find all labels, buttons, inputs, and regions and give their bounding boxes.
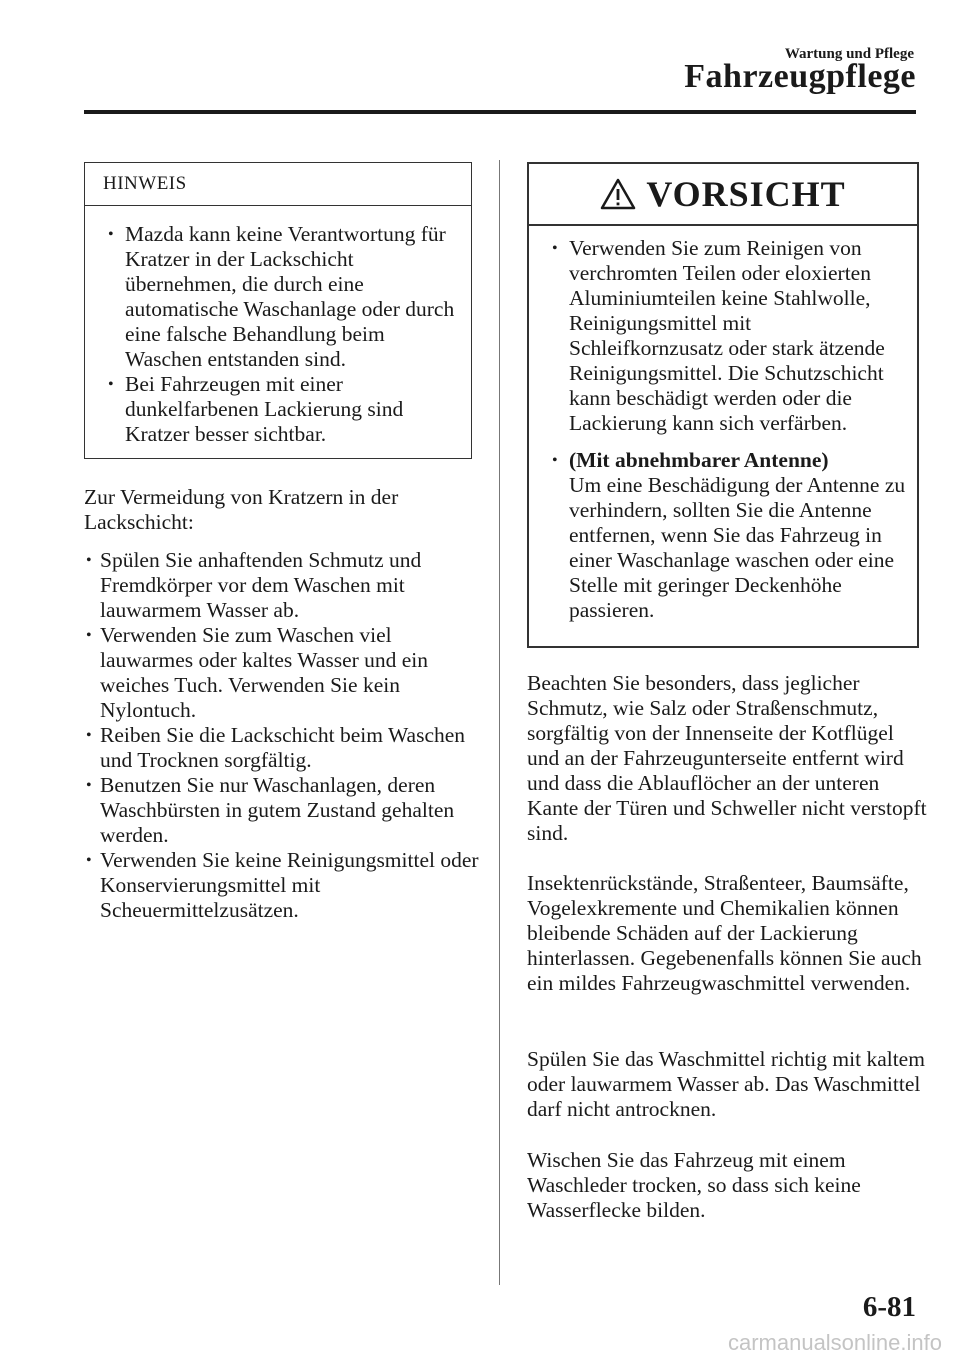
note-title: HINWEIS xyxy=(85,163,471,206)
list-item: • Verwenden Sie zum Waschen viel lauwarmes oder kaltes Wasser und ein weiches Tuch. Verwenden Sie kein Nylontuch. xyxy=(100,623,480,723)
caution-item xyxy=(569,448,909,623)
list-item: • Benutzen Sie nur Waschanlagen, deren Waschbürsten in gutem Zustand gehalten werden. xyxy=(100,773,480,848)
note-list xyxy=(85,206,471,447)
note-item: • Bei Fahrzeugen mit einer dunkelfarbenen Lackierung sind Kratzer besser sichtbar. xyxy=(125,372,457,447)
caution-item-heading: (Mit abnehmbarer Antenne) xyxy=(569,448,829,472)
body-paragraph: Beachten Sie besonders, dass jeglicher Schmutz, wie Salz oder Straßenschmutz, sorgfältig von der Innenseite der Kotflügel und an der Fahrzeugunterseite entfernt wird und dass die Ablauflöcher an der unteren Kante der Türen und Schweller nicht verstopft sind. xyxy=(527,671,927,845)
note-item: • Mazda kann keine Verantwortung für Kratzer in der Lackschicht übernehmen, die durch eine automatische Waschanlage oder durch eine falsche Behandlung beim Waschen entstanden sind. xyxy=(125,222,457,372)
page-title: Fahrzeugpflege xyxy=(684,58,916,95)
page-number: 6-81 xyxy=(862,1291,916,1323)
watermark: carmanualsonline.info xyxy=(727,1330,942,1355)
scratch-tips xyxy=(100,548,480,923)
column-divider xyxy=(499,160,500,1285)
list-item: • Reiben Sie die Lackschicht beim Waschen und Trocknen sorgfältig. xyxy=(100,723,480,773)
caution-title: VORSICHT xyxy=(646,174,846,214)
note-box xyxy=(84,162,472,459)
caution-item-text: Um eine Beschädigung der Antenne zu verhindern, sollten Sie die Antenne entfernen, wenn Sie das Fahrzeug in einer Waschanlage waschen oder eine Stelle mit geringer Deckenhöhe passieren. xyxy=(569,473,906,622)
warning-triangle-icon xyxy=(600,178,636,210)
caution-list xyxy=(529,226,917,623)
caution-header xyxy=(529,164,917,226)
intro-paragraph: Zur Vermeidung von Kratzern in der Lackschicht: xyxy=(84,485,399,534)
header-rule xyxy=(84,110,916,114)
caution-box xyxy=(527,162,919,648)
list-item: • Verwenden Sie keine Reinigungsmittel oder Konservierungsmittel mit Scheuermittelzusätzen. xyxy=(100,848,480,923)
list-item: • Spülen Sie anhaftenden Schmutz und Fremdkörper vor dem Waschen mit lauwarmem Wasser ab. xyxy=(100,548,480,623)
body-paragraph: Spülen Sie das Waschmittel richtig mit kaltem oder lauwarmem Wasser ab. Das Waschmittel darf nicht antrocknen. xyxy=(527,1047,925,1121)
body-paragraph: Wischen Sie das Fahrzeug mit einem Waschleder trocken, so dass sich keine Wasserflecke bilden. xyxy=(527,1148,861,1222)
section-label: Wartung und Pflege xyxy=(784,46,914,62)
caution-item: • Verwenden Sie zum Reinigen von verchromten Teilen oder eloxierten Aluminiumteilen keine Stahlwolle, Reinigungsmittel mit Schleifkornzusatz oder stark ätzende Reinigungsmittel. Die Schutzschicht kann beschädigt werden oder die Lackierung kann sich verfärben. xyxy=(569,236,909,436)
body-paragraph: Insektenrückstände, Straßenteer, Baumsäfte, Vogelexkremente und Chemikalien können bleibende Schäden auf der Lackierung hinterlassen. Gegebenenfalls können Sie auch ein mildes Fahrzeugwaschmittel verwenden. xyxy=(527,871,922,995)
